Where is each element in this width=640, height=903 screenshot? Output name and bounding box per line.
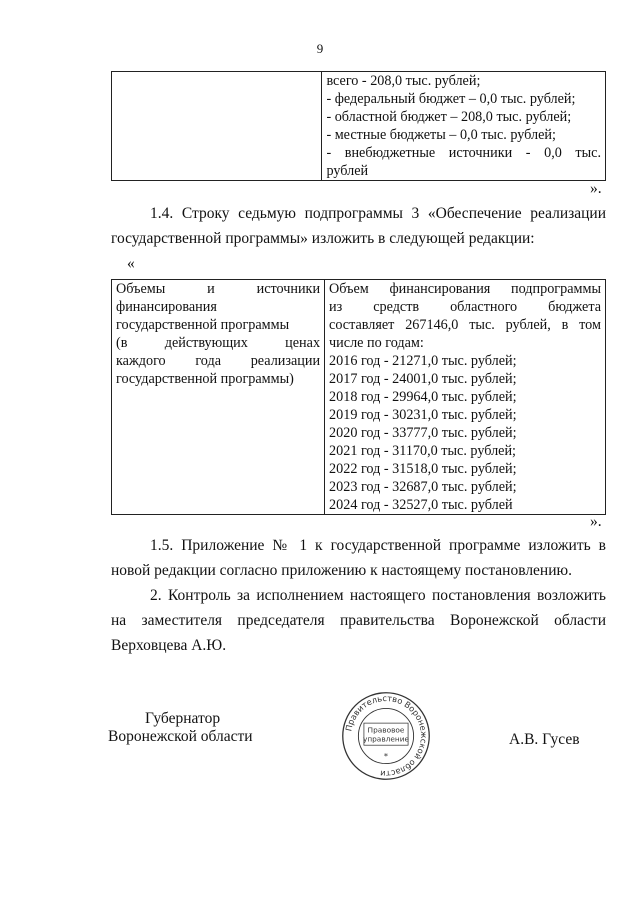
table2-left-line: каждого года реализации xyxy=(116,353,321,369)
table1-line: - областной бюджет – 208,0 тыс. рублей; xyxy=(326,109,572,125)
table2-year-line: 2022 год - 31518,0 тыс. рублей; xyxy=(329,461,517,477)
table-financing xyxy=(111,279,606,515)
para-1-5-line1: 1.5. Приложение № 1 к государственной программе изложить в xyxy=(150,537,606,554)
table2-left-line: Объемы и источники xyxy=(116,281,321,297)
seal-ring-text: Правительство Воронежской области xyxy=(343,692,430,780)
table2-left-line: (в действующих ценах xyxy=(116,335,321,351)
table2-year-line: 2020 год - 33777,0 тыс. рублей; xyxy=(329,425,517,441)
table-continuation xyxy=(111,71,606,181)
table1-line: - местные бюджеты – 0,0 тыс. рублей; xyxy=(326,127,556,143)
table2-year-line: 2017 год - 24001,0 тыс. рублей; xyxy=(329,371,517,387)
para-2-line3: Верховцева А.Ю. xyxy=(111,637,227,654)
table2-close-quote: ». xyxy=(590,513,602,530)
para-1-4-line2: государственной программы» изложить в следующей редакции: xyxy=(111,230,535,247)
table1-line: всего - 208,0 тыс. рублей; xyxy=(326,73,481,89)
table2-year-line: 2018 год - 29964,0 тыс. рублей; xyxy=(329,389,517,405)
signature-title-line2: Воронежской области xyxy=(108,728,253,745)
signature-name: А.В. Гусев xyxy=(509,731,580,748)
table2-right-line: составляет 267146,0 тыс. рублей, в том xyxy=(329,317,601,333)
table2-left-line: финансирования xyxy=(116,299,217,315)
table1-left-cell xyxy=(112,72,322,181)
seal-center-line2: управление xyxy=(362,734,410,744)
para-2-line2: на заместителя председателя правительства Воронежской области xyxy=(111,612,606,629)
table2-year-line: 2021 год - 31170,0 тыс. рублей; xyxy=(329,443,516,459)
table1-line: рублей xyxy=(326,163,369,179)
table2-left-line: государственной программы xyxy=(116,317,290,333)
page-number: 9 xyxy=(316,41,324,56)
official-seal xyxy=(340,690,432,782)
table1-line: - федеральный бюджет – 0,0 тыс. рублей; xyxy=(326,91,576,107)
table2-year-line: 2016 год - 21271,0 тыс. рублей; xyxy=(329,353,517,369)
table1-close-quote: ». xyxy=(590,180,602,197)
signature-title-line1: Губернатор xyxy=(145,710,221,727)
table2-left-cell xyxy=(112,280,325,515)
table2-right-line: числе по годам: xyxy=(329,335,424,351)
table2-right-line: Объем финансирования подпрограммы xyxy=(329,281,601,297)
table2-year-line: 2019 год - 30231,0 тыс. рублей; xyxy=(329,407,517,423)
table1-line: - внебюджетные источники - 0,0 тыс. xyxy=(326,145,601,161)
seal-star: * xyxy=(383,751,389,761)
table2-right-cell xyxy=(325,280,606,515)
seal-center-line1: Правовое xyxy=(367,725,405,735)
para-1-4-line1: 1.4. Строку седьмую подпрограммы 3 «Обеспечение реализации xyxy=(150,205,606,222)
para-1-5-line2: новой редакции согласно приложению к настоящему постановлению. xyxy=(111,562,572,579)
table2-left-line: государственной программы) xyxy=(116,371,294,387)
open-quote: « xyxy=(127,255,135,272)
table1-right-cell xyxy=(322,72,606,181)
table2-year-line: 2023 год - 32687,0 тыс. рублей; xyxy=(329,479,517,495)
table2-right-line: из средств областного бюджета xyxy=(329,299,601,315)
table2-year-line: 2024 год - 32527,0 тыс. рублей xyxy=(329,497,513,513)
para-2-line1: 2. Контроль за исполнением настоящего постановления возложить xyxy=(150,587,606,604)
